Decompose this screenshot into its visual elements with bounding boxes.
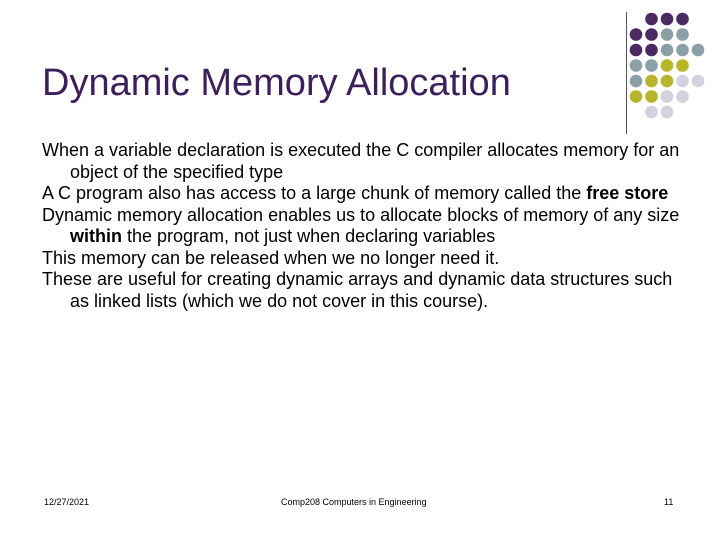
decorative-dot: [676, 59, 689, 72]
body-paragraph: [42, 140, 682, 183]
paragraph-text: the program, not just when declaring variables: [122, 226, 496, 246]
paragraph-text: This memory can be released when we no longer need it.: [42, 247, 500, 268]
decorative-dot: [661, 75, 674, 88]
decorative-dot: [676, 75, 689, 88]
decorative-dot: [661, 44, 674, 57]
decorative-dot: [645, 44, 658, 57]
footer-page-number: 11: [664, 497, 674, 507]
body-paragraph: [42, 269, 682, 312]
decorative-dot: [661, 28, 674, 41]
decorative-dot: [676, 13, 689, 26]
decorative-dot: [661, 59, 674, 72]
body-paragraph: [42, 183, 682, 205]
decorative-dot: [645, 59, 658, 72]
decorative-dot: [661, 13, 674, 26]
decorative-dot: [630, 59, 643, 72]
paragraph-text: These are useful for creating dynamic arrays and dynamic data structures such as linked lists (which we do not cover in this course).: [42, 269, 673, 311]
footer-date: 12/27/2021: [44, 497, 90, 507]
decorative-dot: [692, 44, 705, 57]
paragraph-text: Dynamic memory allocation enables us to allocate blocks of memory of any size: [42, 204, 680, 225]
decorative-dot: [645, 13, 658, 26]
decorative-dot: [645, 90, 658, 103]
decorative-dot: [645, 106, 658, 119]
paragraph-text: A C program also has access to a large chunk of memory called the: [42, 183, 587, 203]
decorative-dot: [630, 90, 643, 103]
decorative-dot: [645, 28, 658, 41]
footer-course-title: Comp208 Computers in Engineering: [281, 497, 427, 507]
paragraph-bold-text: free store: [586, 183, 669, 203]
body-paragraph: [42, 248, 682, 270]
decorative-dot: [645, 75, 658, 88]
slide-body: [42, 140, 682, 312]
title-divider-line: [626, 12, 627, 134]
decorative-dot: [692, 75, 705, 88]
decorative-dot: [661, 106, 674, 119]
decorative-dot: [676, 28, 689, 41]
decorative-dot: [630, 75, 643, 88]
decorative-dot: [676, 44, 689, 57]
decorative-dot: [676, 90, 689, 103]
body-paragraph: [42, 205, 682, 248]
slide-title: Dynamic Memory Allocation: [42, 62, 511, 104]
paragraph-text: When a variable declaration is executed the C compiler allocates memory for an object of the specified type: [42, 140, 680, 182]
decorative-dot: [630, 44, 643, 57]
decorative-dot: [661, 90, 674, 103]
paragraph-bold-text: within: [70, 226, 122, 246]
decorative-dot: [630, 28, 643, 41]
